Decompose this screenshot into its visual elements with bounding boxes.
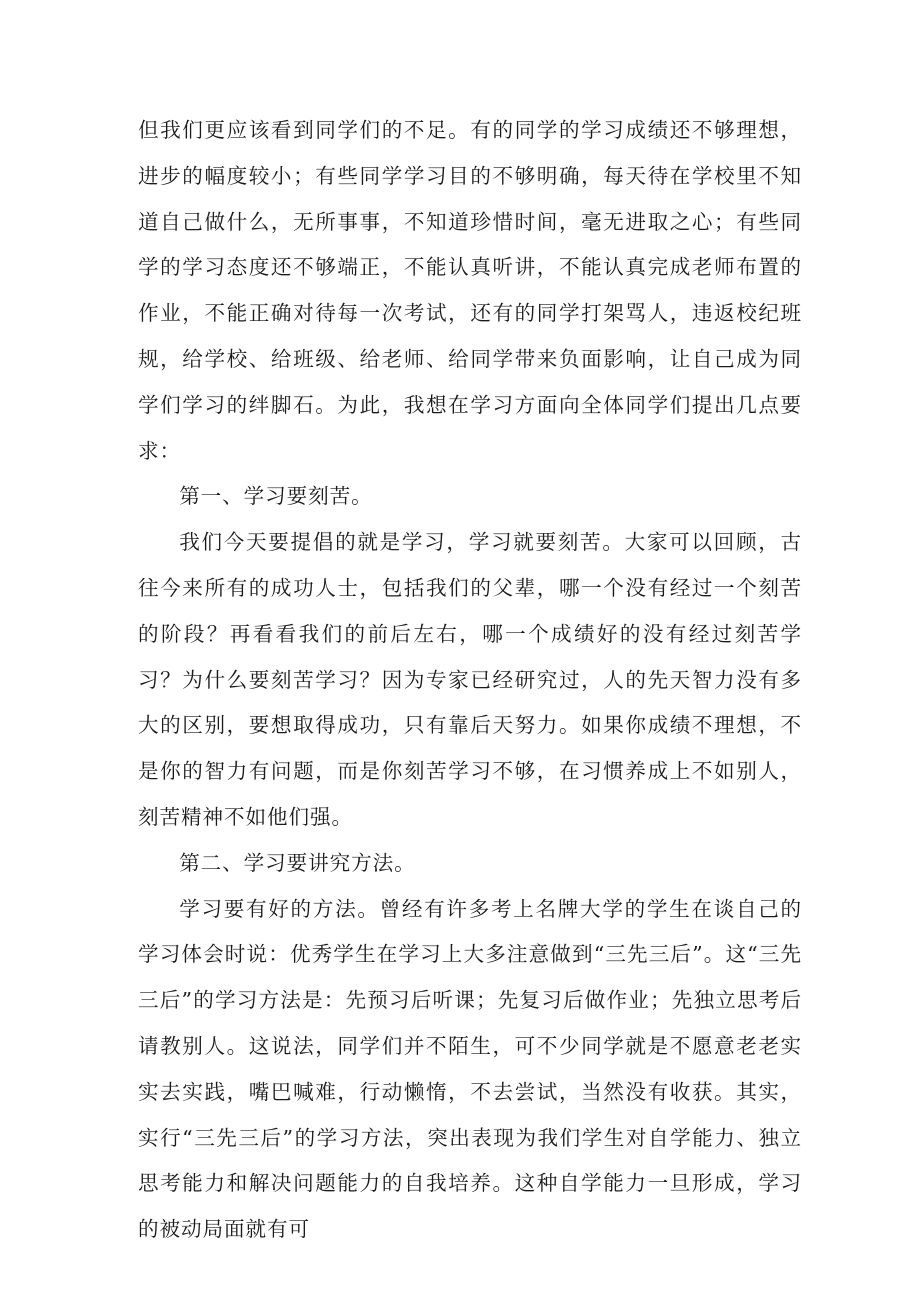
paragraph-diligence: 我们今天要提倡的就是学习，学习就要刻苦。大家可以回顾，古往今来所有的成功人士，包括我们的父辈，哪一个没有经过一个刻苦的阶段？再看看我们的前后左右，哪一个成绩好的没有经过刻苦学习？为什么要刻苦学习？因为专家已经研究过，人的先天智力没有多大的区别，要想取得成功，只有靠后天努力。如果你成绩不理想，不是你的智力有问题，而是你刻苦学习不够，在习惯养成上不如别人，刻苦精神不如他们强。 <box>138 530 802 829</box>
heading-point-two: 第二、学习要讲究方法。 <box>179 850 416 875</box>
paragraph-shortcomings: 但我们更应该看到同学们的不足。有的同学的学习成绩还不够理想，进步的幅度较小；有些同学学习目的不够明确，每天待在学校里不知道自己做什么，无所事事，不知道珍惜时间，毫无进取之心；有些同学的学习态度还不够端正，不能认真听讲，不能认真完成老师布置的作业，不能正确对待每一次考试，还有的同学打架骂人，违返校纪班规，给学校、给班级、给老师、给同学带来负面影响，让自己成为同学们学习的绊脚石。为此，我想在学习方面向全体同学们提出几点要求： <box>138 118 802 463</box>
paragraph-method: 学习要有好的方法。曾经有许多考上名牌大学的学生在谈自己的学习体会时说：优秀学生在学习上大多注意做到“三先三后”。这“三先三后”的学习方法是：先预习后听课；先复习后做作业；先独立思考后请教别人。这说法，同学们并不陌生，可不少同学就是不愿意老老实实去实践，嘴巴喊难，行动懒惰，不去尝试，当然没有收获。其实，实行“三先三后”的学习方法，突出表现为我们学生对自学能力、独立思考能力和解决问题能力的自我培养。这种自学能力一旦形成，学习的被动局面就有可 <box>138 896 802 1242</box>
heading-point-one: 第一、学习要刻苦。 <box>179 484 373 509</box>
